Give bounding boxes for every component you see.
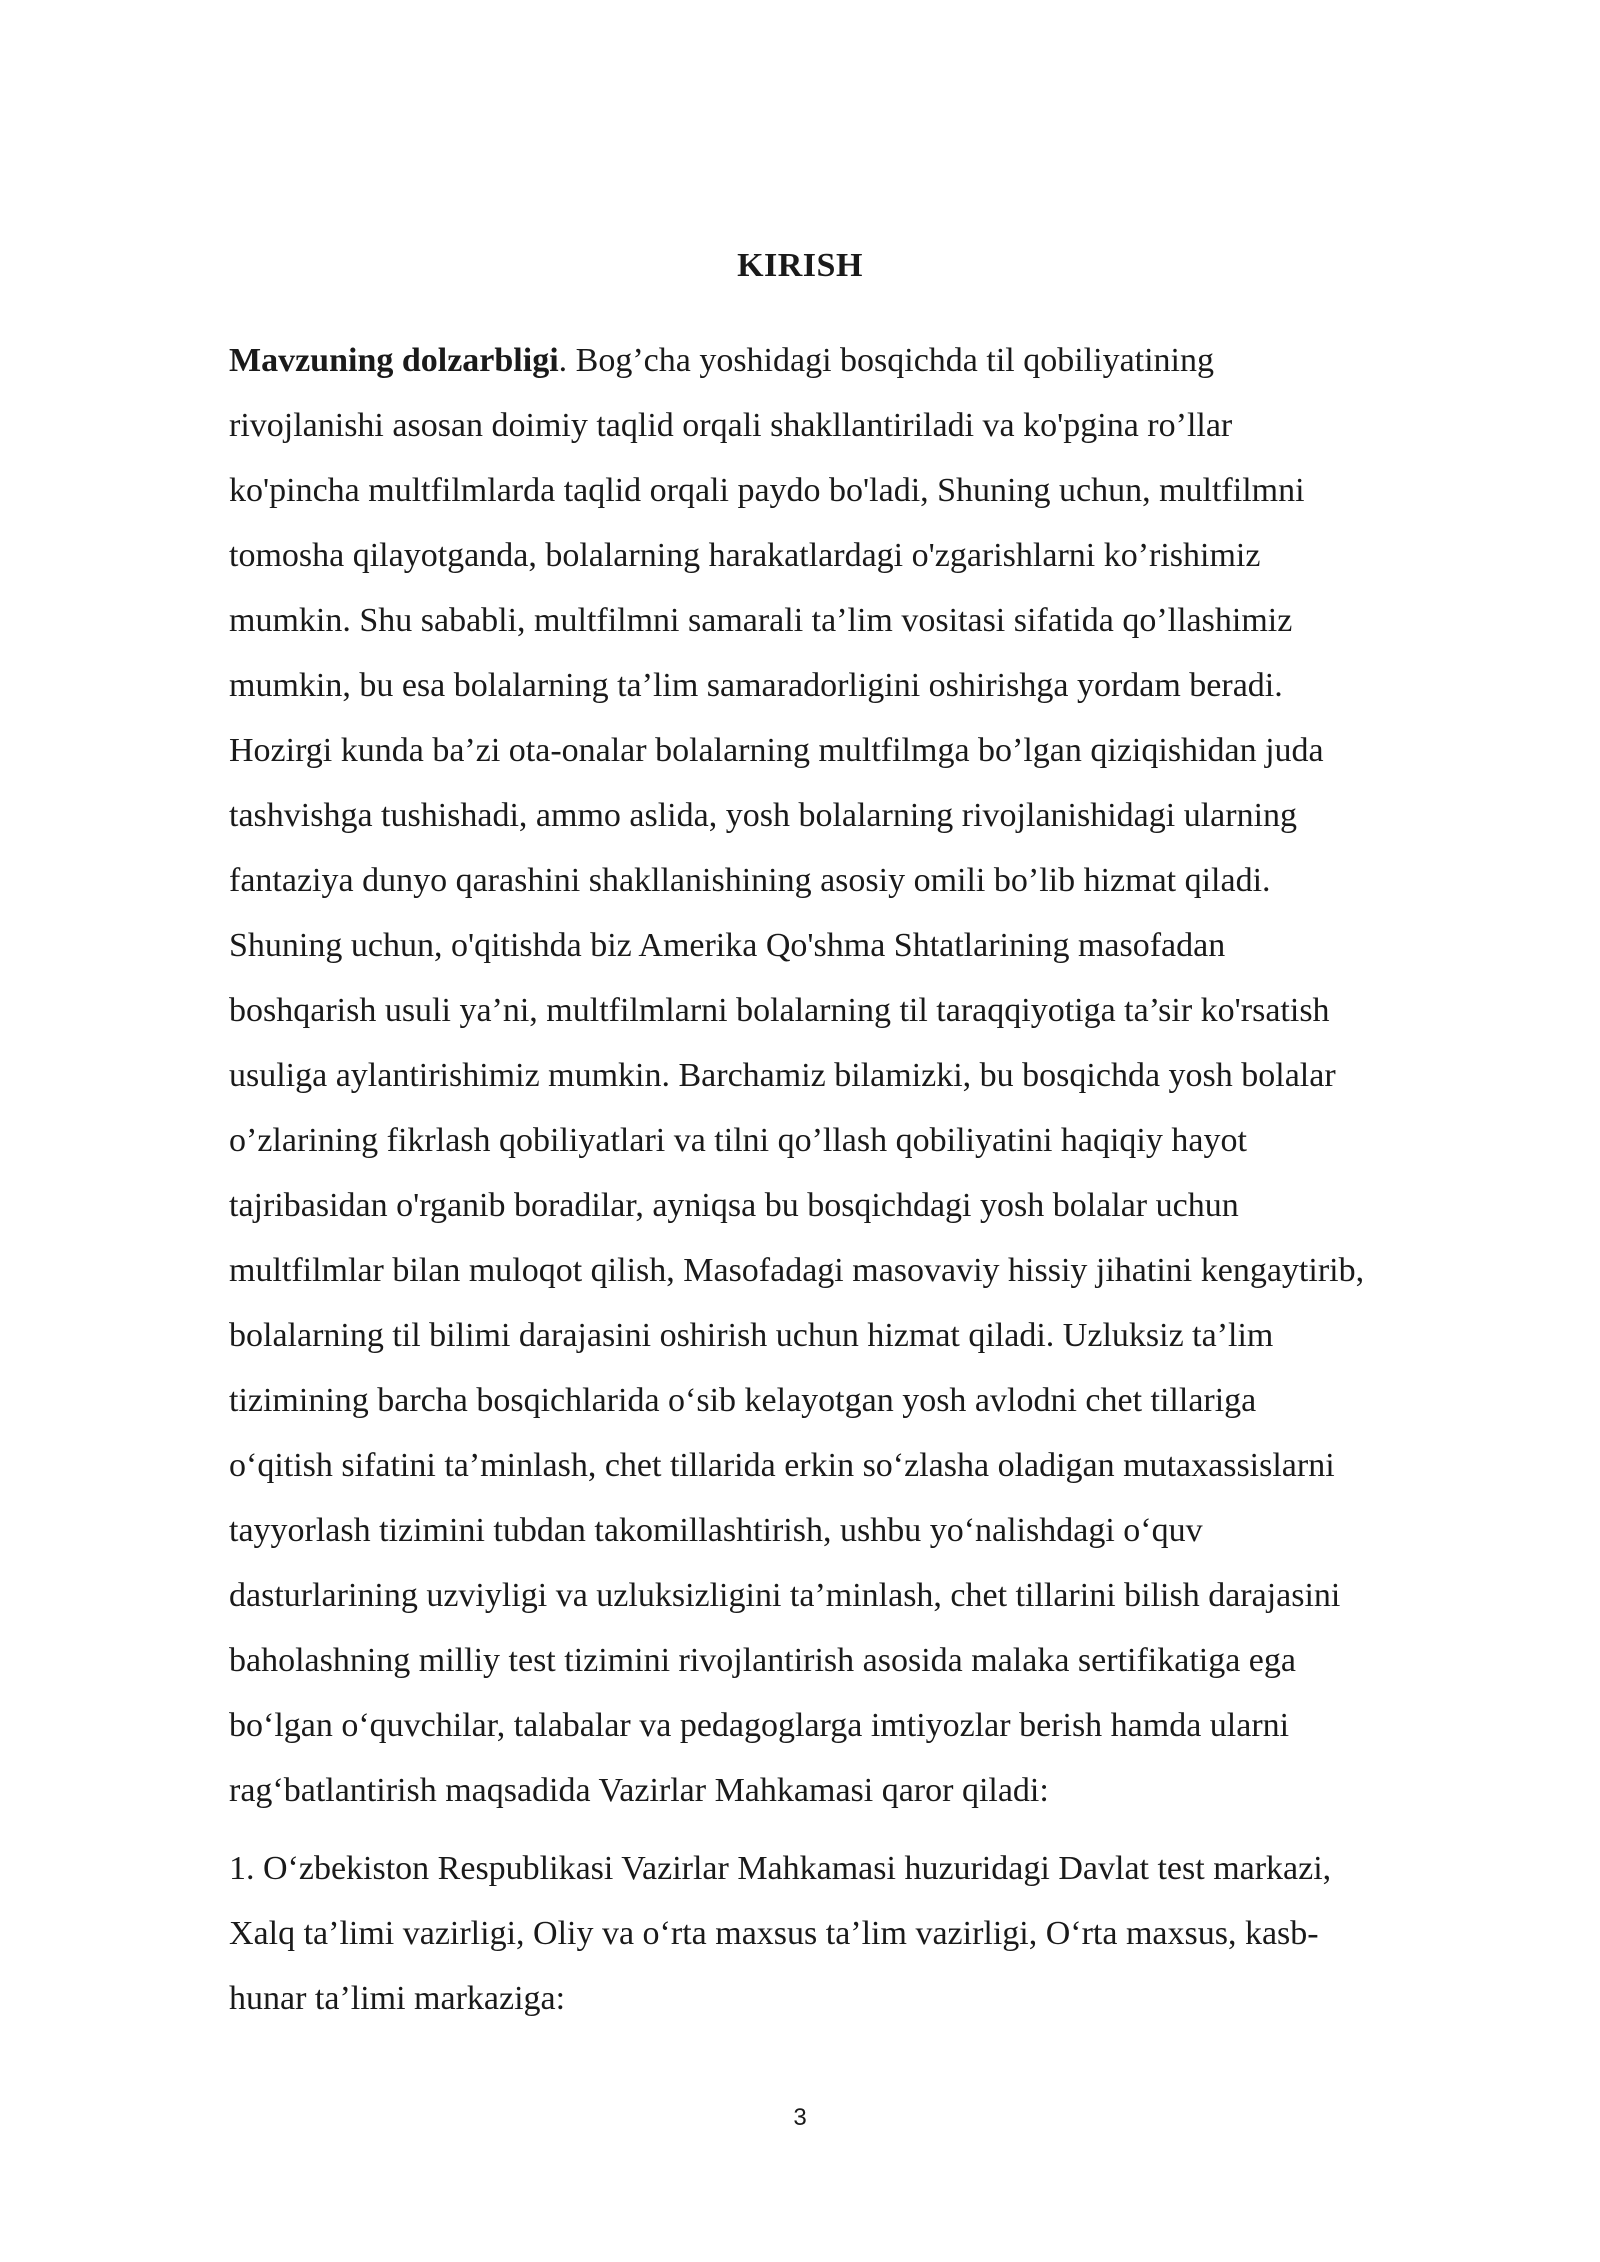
paragraph-line: bo‘lgan o‘quvchilar, talabalar va pedagoglarga imtiyozlar berish hamda ularni	[229, 1707, 1290, 1744]
paragraph-line: dasturlarining uzviyligi va uzluksizligini ta’minlash, chet tillarini bilish darajasini	[229, 1577, 1341, 1614]
section-title: KIRISH	[737, 247, 863, 284]
paragraph-line: bolalarning til bilimi darajasini oshirish uchun hizmat qiladi. Uzluksiz ta’lim	[229, 1317, 1274, 1354]
paragraph-line: tayyorlash tizimini tubdan takomillashtirish, ushbu yo‘nalishdagi o‘quv	[229, 1512, 1203, 1549]
list-item-line: Xalq ta’limi vazirligi, Oliy va o‘rta maxsus ta’lim vazirligi, O‘rta maxsus, kasb-	[229, 1915, 1319, 1952]
numbered-list-item	[229, 1836, 1509, 2031]
paragraph-line: tomosha qilayotganda, bolalarning harakatlardagi o'zgarishlarni ko’rishimiz	[229, 537, 1261, 574]
lead-heading: Mavzuning dolzarbligi	[229, 342, 559, 379]
paragraph-line: tajribasidan o'rganib boradilar, ayniqsa bu bosqichdagi yosh bolalar uchun	[229, 1187, 1239, 1224]
paragraph-line: mumkin. Shu sababli, multfilmni samarali ta’lim vositasi sifatida qo’llashimiz	[229, 602, 1293, 639]
paragraph-line: tizimining barcha bosqichlarida o‘sib kelayotgan yosh avlodni chet tillariga	[229, 1382, 1257, 1419]
paragraph-line: o‘qitish sifatini ta’minlash, chet tillarida erkin so‘zlasha oladigan mutaxassislarni	[229, 1447, 1335, 1484]
paragraph-line: usuliga aylantirishimiz mumkin. Barchamiz bilamizki, bu bosqichda yosh bolalar	[229, 1057, 1336, 1094]
paragraph-line: Shuning uchun, o'qitishda biz Amerika Qo'shma Shtatlarining masofadan	[229, 927, 1226, 964]
paragraph-line: fantaziya dunyo qarashini shakllanishining asosiy omili bo’lib hizmat qiladi.	[229, 862, 1271, 899]
paragraph-line: ko'pincha multfilmlarda taqlid orqali paydo bo'ladi, Shuning uchun, multfilmni	[229, 472, 1305, 509]
paragraph-line: rag‘batlantirish maqsadida Vazirlar Mahkamasi qaror qiladi:	[229, 1772, 1049, 1809]
paragraph-line: multfilmlar bilan muloqot qilish, Masofadagi masovaviy hissiy jihatini kengaytirib,	[229, 1252, 1365, 1289]
paragraph-line: mumkin, bu esa bolalarning ta’lim samaradorligini oshirishga yordam beradi.	[229, 667, 1283, 704]
list-item-line: hunar ta’limi markaziga:	[229, 1980, 566, 2017]
lead-tail: . Bog’cha yoshidagi bosqichda til qobiliyatining	[558, 342, 1215, 379]
paragraph-line: rivojlanishi asosan doimiy taqlid orqali shakllantiriladi va ko'pgina ro’llar	[229, 407, 1233, 444]
paragraph-line: tashvishga tushishadi, ammo aslida, yosh bolalarning rivojlanishidagi ularning	[229, 797, 1298, 834]
list-item-line: 1. O‘zbekiston Respublikasi Vazirlar Mahkamasi huzuridagi Davlat test markazi,	[229, 1850, 1332, 1887]
paragraph-line: baholashning milliy test tizimini rivojlantirish asosida malaka sertifikatiga ega	[229, 1642, 1296, 1679]
paragraph-line: Hozirgi kunda ba’zi ota-onalar bolalarning multfilmga bo’lgan qiziqishidan juda	[229, 732, 1324, 769]
page-number: 3	[793, 2104, 807, 2131]
paragraph-line: boshqarish usuli ya’ni, multfilmlarni bolalarning til taraqqiyotiga ta’sir ko'rsatish	[229, 992, 1330, 1029]
paragraph-line: o’zlarining fikrlash qobiliyatlari va tilni qo’llash qobiliyatini haqiqiy hayot	[229, 1122, 1247, 1159]
intro-paragraph	[229, 328, 1509, 1823]
paragraph-first-line	[229, 328, 1509, 393]
